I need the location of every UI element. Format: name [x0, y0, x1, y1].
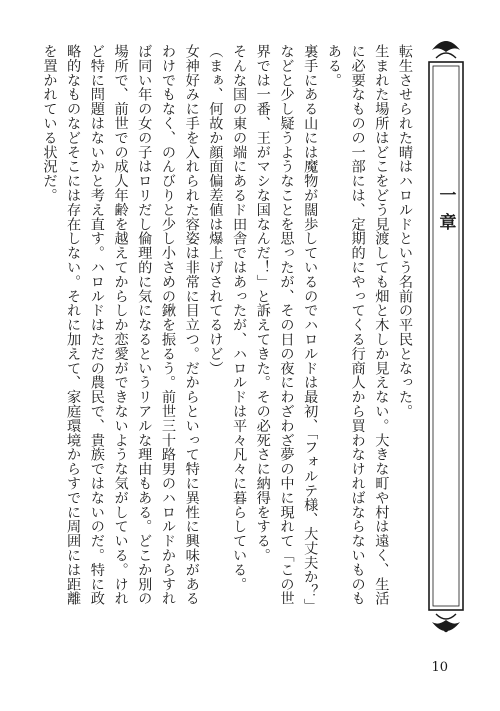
chapter-label: 一章 [435, 186, 456, 240]
paragraph: そんな国の東の端にあるド田舎ではあったが、ハロルドは平々凡々に暮らしている。 [231, 44, 248, 592]
paragraph: 生まれた場所はどこをどう見渡しても畑と木しか見えない。大きな町や村は遠く、生活に必要なものの一部には、定期的にやってくる行商人から買わなければならないものもある。 [325, 44, 390, 606]
paragraph: 転生させられた晴はハロルドという名前の平民となった。 [397, 44, 413, 419]
body-text [37, 44, 416, 614]
paragraph: 裏手にある山には魔物が闊歩しているのでハロルドは最初、「フォルテ様、大丈夫か？」などと少し疑うようなことを思ったが、その日の夜にわざわざ夢の中に現れて「この世界では一番、王がマシな国なんだ！」と訴えてきた。その必死さに納得をする。 [254, 44, 319, 613]
page-number: 10 [431, 660, 448, 675]
paragraph: （まぁ、何故か顔面偏差値は爆上げされてるけど） [207, 44, 224, 376]
chapter-ribbon-frame [426, 36, 466, 636]
chapter-ribbon [426, 36, 466, 636]
paragraph: 女神好みに手を入れられた容姿は非常に目立つ。だからといって特に異性に興味があるわけでもなく、のんびりと少し小さめの鍬を振るう。前世三十路男のハロルドからすれば同い年の女の子はロリだし倫理的に気になるというリアルな理由もある。どこか別の場所で、前世での成人年齢を越えてからしか恋愛ができないような気がしている。けれど特に問題はないかと考え直す。ハロルドはただの農民で、貴族ではないのだ。特に政略的なものなどそこには存在しない。それに加えて、家庭環境からすでに周囲には距離を置かれている状況だ。 [41, 44, 200, 606]
